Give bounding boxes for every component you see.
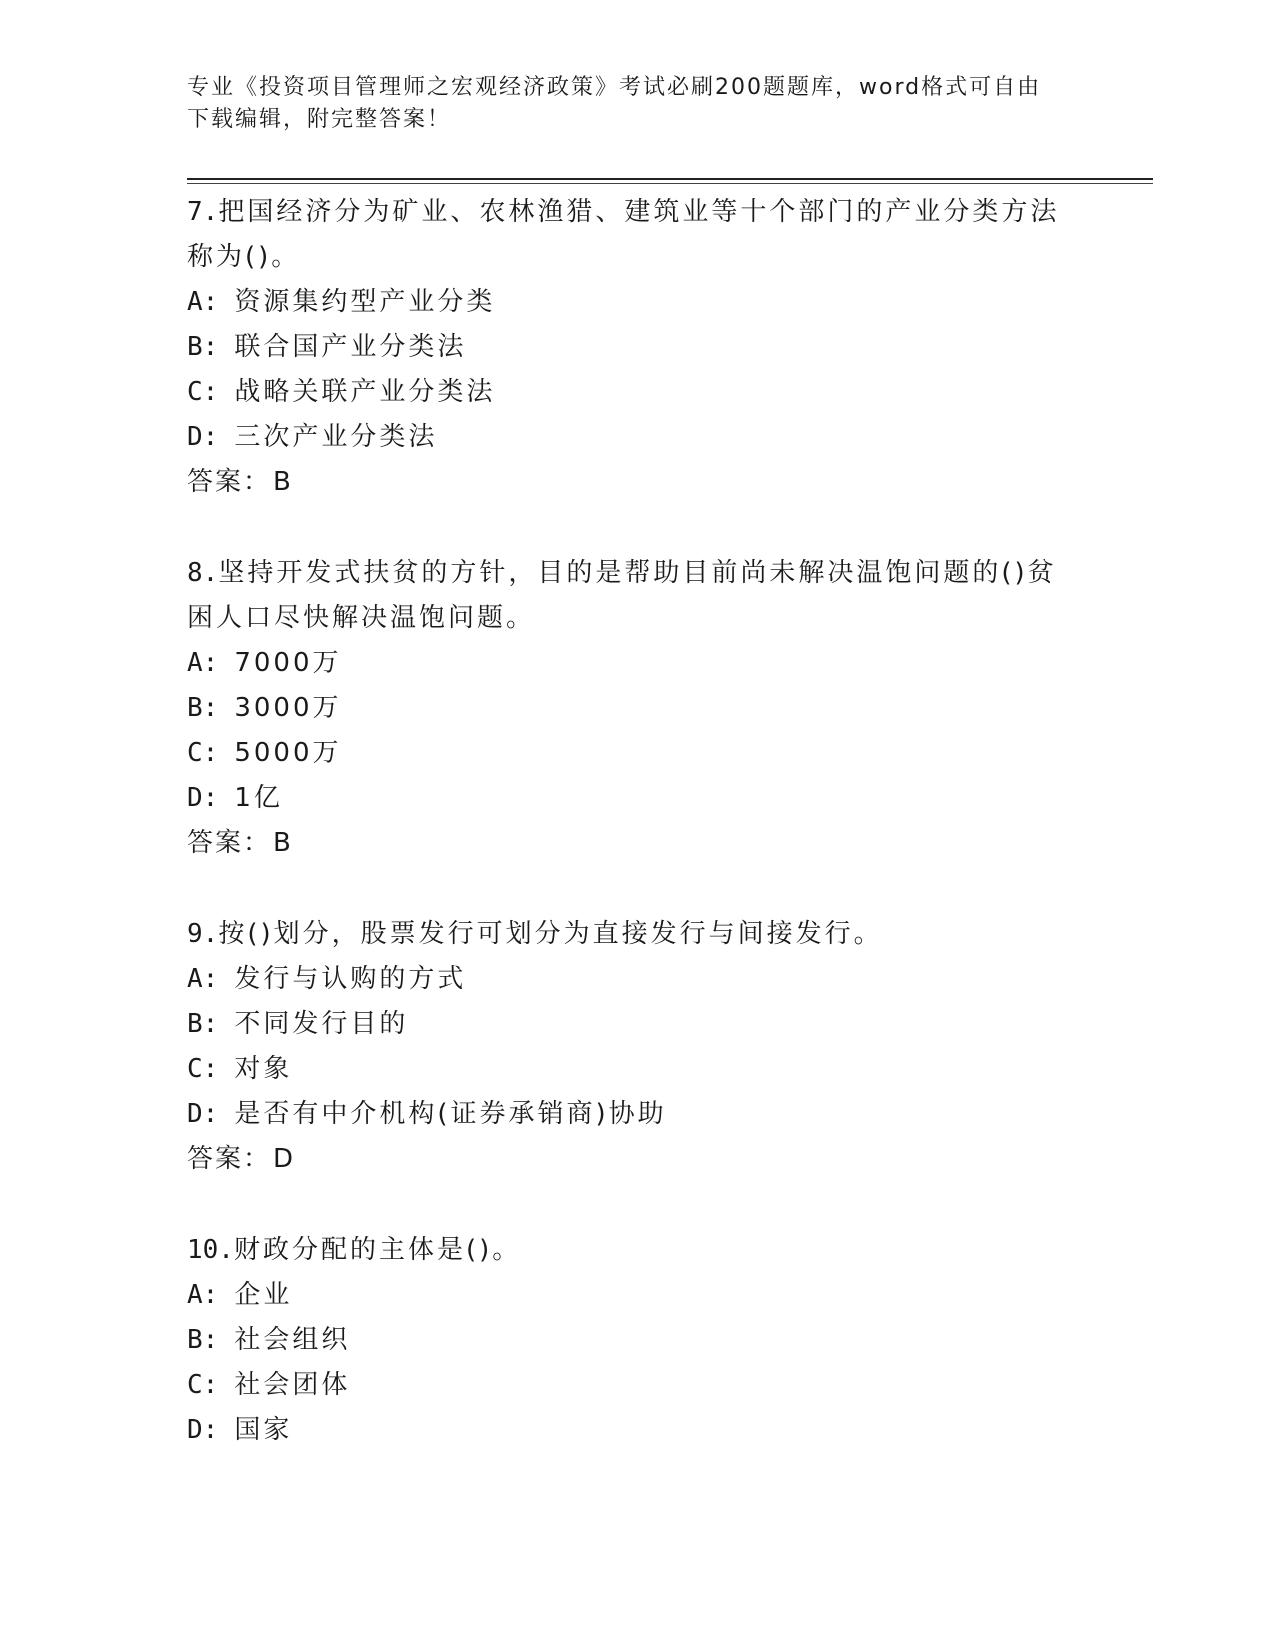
option-letter: A:	[187, 648, 219, 678]
option-letter: A:	[187, 287, 219, 317]
option-letter: D:	[187, 422, 219, 452]
question-7	[187, 190, 1087, 505]
option-a	[187, 1273, 1087, 1318]
option-text: 资源集约型产业分类	[234, 287, 496, 317]
option-c	[187, 370, 1087, 415]
header-line-1: 专业《投资项目管理师之宏观经济政策》考试必刷200题题库，word格式可自由	[187, 75, 1042, 100]
answer-line	[187, 460, 1087, 505]
option-text: 3000万	[234, 693, 342, 723]
answer-label: 答案：	[187, 1144, 272, 1174]
option-b	[187, 1318, 1087, 1363]
question-stem	[187, 551, 1087, 596]
question-stem-line-2: 困人口尽快解决温饱问题。	[187, 603, 536, 633]
option-d	[187, 415, 1087, 460]
option-text: 发行与认购的方式	[234, 964, 467, 994]
option-d	[187, 1092, 1087, 1137]
option-c	[187, 1047, 1087, 1092]
option-text: 联合国产业分类法	[234, 332, 467, 362]
option-text: 社会团体	[234, 1370, 351, 1400]
option-d	[187, 776, 1087, 821]
option-a	[187, 957, 1087, 1002]
answer-value: B	[273, 467, 291, 497]
option-letter: B:	[187, 1009, 219, 1039]
header-line-2: 下载编辑，附完整答案！	[187, 107, 452, 132]
answer-line	[187, 821, 1087, 866]
question-9	[187, 912, 1087, 1182]
option-d	[187, 1408, 1087, 1453]
option-a	[187, 641, 1087, 686]
option-b	[187, 1002, 1087, 1047]
question-number: 10.	[187, 1235, 234, 1265]
option-text: 1亿	[234, 783, 283, 813]
header-divider-thin	[187, 183, 1153, 184]
option-letter: C:	[187, 377, 219, 407]
option-text: 是否有中介机构(证券承销商)协助	[234, 1099, 667, 1129]
option-letter: B:	[187, 693, 219, 723]
option-letter: A:	[187, 1280, 219, 1310]
option-text: 国家	[234, 1415, 293, 1445]
option-letter: D:	[187, 1099, 219, 1129]
question-stem-line-2: 称为()。	[187, 242, 301, 272]
option-letter: B:	[187, 332, 219, 362]
option-letter: C:	[187, 1370, 219, 1400]
question-stem	[187, 190, 1087, 235]
option-letter: B:	[187, 1325, 219, 1355]
option-text: 对象	[234, 1054, 293, 1084]
answer-label: 答案：	[187, 828, 272, 858]
question-stem-line-1: 把国经济分为矿业、农林渔猎、建筑业等十个部门的产业分类方法	[218, 197, 1060, 227]
option-text: 战略关联产业分类法	[234, 377, 496, 407]
option-c	[187, 731, 1087, 776]
question-stem-line-1: 财政分配的主体是()。	[233, 1235, 522, 1265]
option-text: 社会组织	[234, 1325, 351, 1355]
question-10	[187, 1228, 1087, 1453]
option-b	[187, 686, 1087, 731]
option-text: 三次产业分类法	[234, 422, 438, 452]
option-letter: C:	[187, 1054, 219, 1084]
answer-value: D	[273, 1144, 294, 1174]
question-number: 7.	[187, 197, 219, 227]
option-b	[187, 325, 1087, 370]
option-text: 5000万	[234, 738, 342, 768]
option-letter: D:	[187, 783, 219, 813]
answer-value: B	[273, 828, 291, 858]
question-stem-line-1: 按()划分，股票发行可划分为直接发行与间接发行。	[218, 919, 883, 949]
question-stem-line-1: 坚持开发式扶贫的方针，目的是帮助目前尚未解决温饱问题的()贫	[218, 558, 1057, 588]
answer-line	[187, 1137, 1087, 1182]
option-letter: A:	[187, 964, 219, 994]
header-divider-thick	[187, 178, 1153, 180]
question-number: 8.	[187, 558, 219, 588]
question-stem	[187, 912, 1087, 957]
option-letter: D:	[187, 1415, 219, 1445]
question-8	[187, 551, 1087, 866]
question-list	[187, 190, 1087, 1499]
option-text: 企业	[234, 1280, 293, 1310]
option-letter: C:	[187, 738, 219, 768]
answer-label: 答案：	[187, 467, 272, 497]
option-text: 7000万	[234, 648, 342, 678]
option-text: 不同发行目的	[234, 1009, 409, 1039]
option-c	[187, 1363, 1087, 1408]
question-stem	[187, 1228, 1087, 1273]
document-header	[187, 72, 1067, 136]
option-a	[187, 280, 1087, 325]
question-number: 9.	[187, 919, 219, 949]
